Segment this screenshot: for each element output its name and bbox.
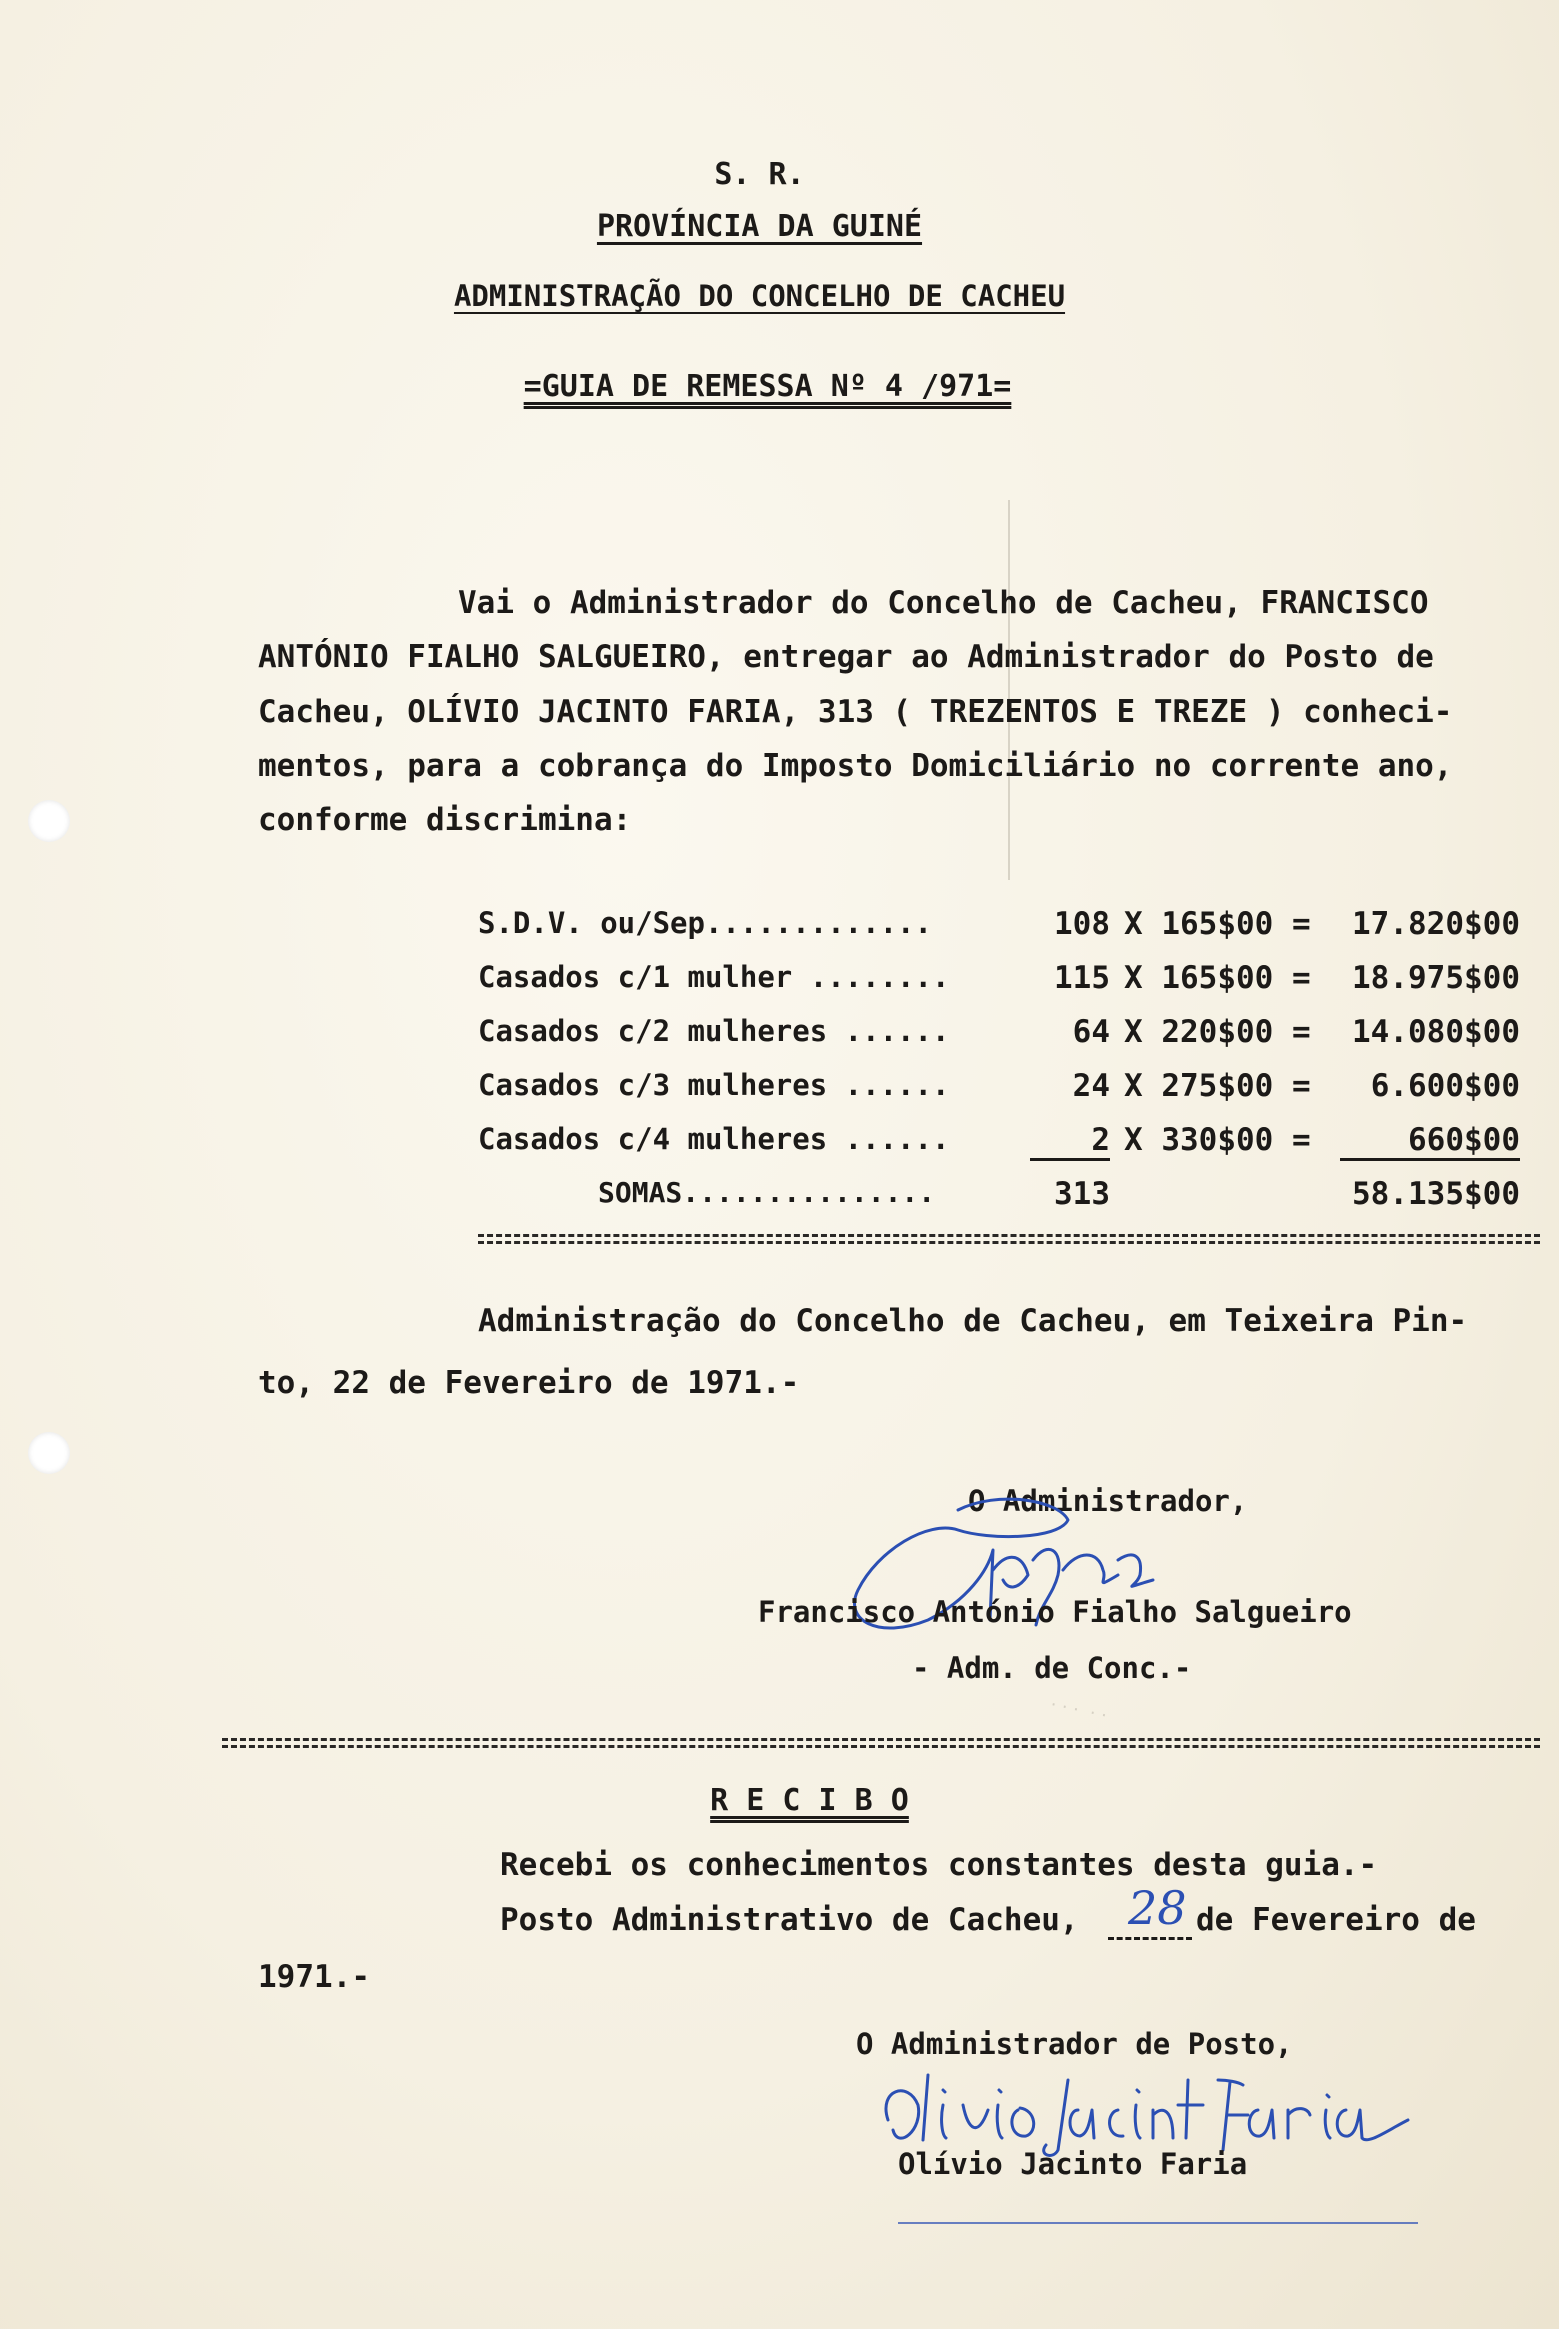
receipt-heading: R E C I B O — [710, 1783, 909, 1818]
sum-label: SOMAS............... — [598, 1176, 936, 1209]
signature1-title: O Administrador, — [968, 1484, 1248, 1518]
row-total: 18.975$00 — [1352, 960, 1520, 996]
row-unit: X 165$00 = — [1124, 960, 1311, 996]
receipt-line-3: 1971.- — [258, 1959, 370, 1995]
fold-line — [1008, 500, 1010, 880]
row-label: Casados c/2 mulheres ...... — [478, 1014, 950, 1048]
row-qty: 24 — [1072, 1068, 1110, 1104]
body-line-4: mentos, para a cobrança do Imposto Domiciliário no corrente ano, — [258, 748, 1453, 784]
row-label: Casados c/1 mulher ........ — [478, 960, 950, 994]
punch-hole-bottom — [28, 1432, 70, 1474]
signature2-underline — [898, 2222, 1418, 2224]
row-qty: 64 — [1072, 1014, 1110, 1050]
qty-underline — [1030, 1158, 1110, 1161]
row-total: 6.600$00 — [1370, 1068, 1520, 1104]
receipt-line-2-start: Posto Administrativo de Cacheu, — [500, 1902, 1079, 1938]
row-unit: X 165$00 = — [1124, 906, 1311, 942]
punch-hole-top — [28, 800, 70, 842]
signature2-name: Olívio Jacinto Faria — [898, 2147, 1248, 2181]
receipt-line-2-end: de Fevereiro de — [1196, 1902, 1476, 1938]
divider-table — [478, 1234, 1540, 1244]
sum-qty: 313 — [1054, 1176, 1110, 1212]
closing-line-2: to, 22 de Fevereiro de 1971.- — [258, 1365, 800, 1401]
signature1-role: - Adm. de Conc.- — [912, 1651, 1192, 1685]
row-total: 14.080$00 — [1352, 1014, 1520, 1050]
row-qty: 2 — [1091, 1122, 1110, 1158]
closing-line-1: Administração do Concelho de Cacheu, em Teixeira Pin- — [478, 1303, 1468, 1339]
row-total: 17.820$00 — [1352, 906, 1520, 942]
row-qty: 115 — [1054, 960, 1110, 996]
header-province: PROVÍNCIA DA GUINÉ — [596, 209, 923, 244]
row-qty: 108 — [1054, 906, 1110, 942]
row-label: S.D.V. ou/Sep............. — [478, 906, 932, 940]
signature1-name: Francisco António Fialho Salgueiro — [758, 1595, 1352, 1629]
handwritten-signature-salgueiro — [818, 1480, 1158, 1660]
row-unit: X 220$00 = — [1124, 1014, 1311, 1050]
faded-stamp: · · · · · — [1048, 1694, 1109, 1727]
receipt-line-1: Recebi os conhecimentos constantes desta guia.- — [500, 1847, 1378, 1883]
body-line-2: ANTÓNIO FIALHO SALGUEIRO, entregar ao Administrador do Posto de — [258, 639, 1434, 675]
total-underline — [1340, 1158, 1520, 1161]
row-total: 660$00 — [1408, 1122, 1520, 1158]
receipt-day-handwritten: 28 — [1128, 1881, 1187, 1935]
header-administration: ADMINISTRAÇÃO DO CONCELHO DE CACHEU — [453, 279, 1066, 313]
body-line-3: Cacheu, OLÍVIO JACINTO FARIA, 313 ( TREZENTOS E TREZE ) conheci- — [258, 694, 1453, 730]
row-label: Casados c/3 mulheres ...... — [478, 1068, 950, 1102]
row-unit: X 330$00 = — [1124, 1122, 1311, 1158]
body-line-1: Vai o Administrador do Concelho de Cacheu, FRANCISCO — [458, 585, 1429, 621]
row-label: Casados c/4 mulheres ...... — [478, 1122, 950, 1156]
receipt-day-underline — [1108, 1937, 1192, 1940]
signature2-title: O Administrador de Posto, — [856, 2027, 1293, 2061]
body-line-5: conforme discrimina: — [258, 802, 632, 838]
divider-receipt — [222, 1738, 1540, 1748]
header-sr: S. R. — [714, 157, 805, 192]
row-unit: X 275$00 = — [1124, 1068, 1311, 1104]
header-guide-number: =GUIA DE REMESSA Nº 4 /971= — [523, 369, 1012, 404]
sum-total: 58.135$00 — [1352, 1176, 1520, 1212]
